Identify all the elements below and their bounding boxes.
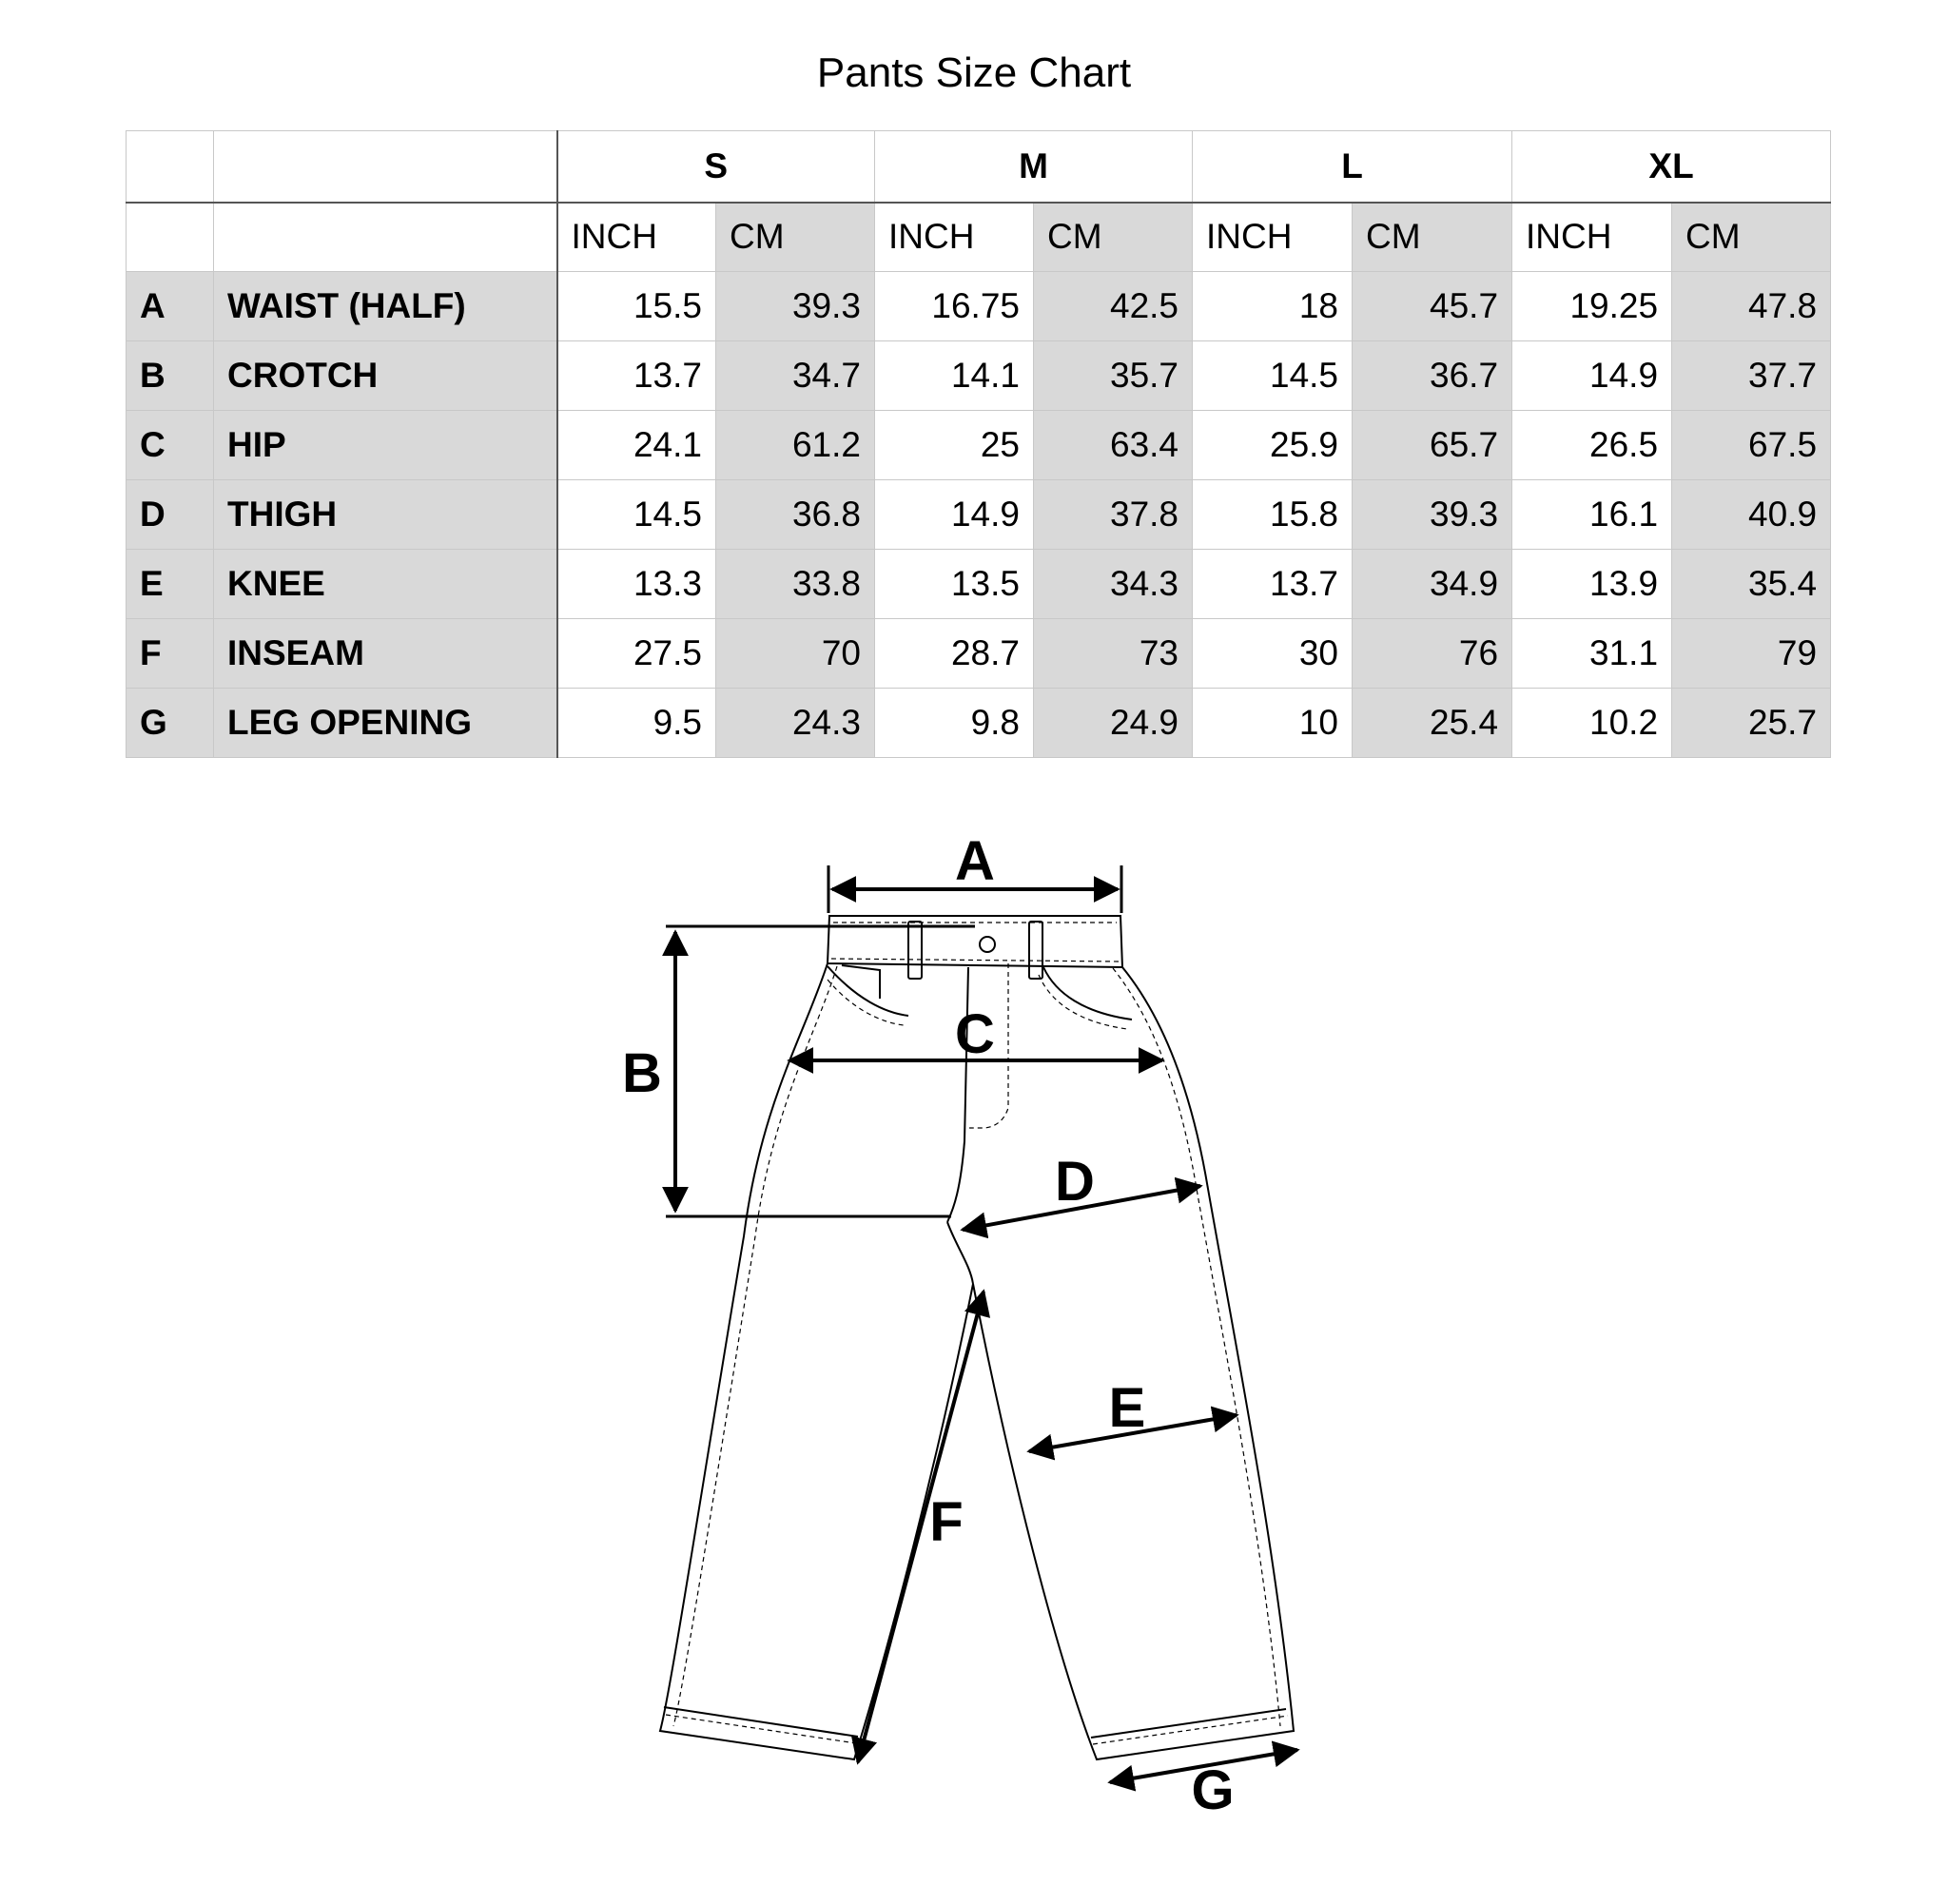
label-g: G — [1191, 1759, 1235, 1821]
measurement-value: 14.5 — [557, 480, 716, 550]
measurement-value: 24.1 — [557, 411, 716, 480]
measurement-value: 15.5 — [557, 272, 716, 341]
measurement-value: 24.9 — [1034, 689, 1193, 758]
measurement-name: KNEE — [214, 550, 557, 619]
measurement-name: LEG OPENING — [214, 689, 557, 758]
measurement-value: 35.7 — [1034, 341, 1193, 411]
measurement-value: 42.5 — [1034, 272, 1193, 341]
label-c: C — [955, 1003, 995, 1065]
measurement-value: 34.9 — [1353, 550, 1512, 619]
measurement-value: 34.7 — [716, 341, 875, 411]
label-f: F — [929, 1491, 964, 1553]
measurement-value: 18 — [1193, 272, 1353, 341]
measurement-value: 16.75 — [875, 272, 1034, 341]
measurement-value: 13.7 — [557, 341, 716, 411]
measurement-value: 25.4 — [1353, 689, 1512, 758]
measurement-value: 79 — [1672, 619, 1831, 689]
measurement-value: 73 — [1034, 619, 1193, 689]
measurement-code: E — [127, 550, 214, 619]
measurement-name: CROTCH — [214, 341, 557, 411]
measurement-value: 14.9 — [1512, 341, 1672, 411]
measurement-value: 39.3 — [716, 272, 875, 341]
measurement-value: 33.8 — [716, 550, 875, 619]
measurement-value: 14.5 — [1193, 341, 1353, 411]
measurement-value: 14.1 — [875, 341, 1034, 411]
unit-header: CM — [716, 203, 875, 272]
measurement-value: 70 — [716, 619, 875, 689]
measurement-value: 13.5 — [875, 550, 1034, 619]
measurement-value: 63.4 — [1034, 411, 1193, 480]
measurement-value: 67.5 — [1672, 411, 1831, 480]
measurement-value: 13.7 — [1193, 550, 1353, 619]
label-b: B — [622, 1042, 662, 1104]
unit-header: INCH — [1512, 203, 1672, 272]
measurement-value: 28.7 — [875, 619, 1034, 689]
size-header: XL — [1512, 131, 1831, 203]
measurement-value: 35.4 — [1672, 550, 1831, 619]
unit-header: CM — [1672, 203, 1831, 272]
measurement-value: 13.3 — [557, 550, 716, 619]
measurement-value: 25.7 — [1672, 689, 1831, 758]
measurement-value: 30 — [1193, 619, 1353, 689]
measurement-value: 10.2 — [1512, 689, 1672, 758]
measurement-name: WAIST (HALF) — [214, 272, 557, 341]
measurement-value: 27.5 — [557, 619, 716, 689]
unit-header: CM — [1353, 203, 1512, 272]
measurement-code: A — [127, 272, 214, 341]
measurement-name: THIGH — [214, 480, 557, 550]
unit-header: CM — [1034, 203, 1193, 272]
measurement-value: 45.7 — [1353, 272, 1512, 341]
measurement-value: 65.7 — [1353, 411, 1512, 480]
measurement-value: 9.8 — [875, 689, 1034, 758]
measurement-value: 76 — [1353, 619, 1512, 689]
measurement-letters — [622, 830, 1235, 1821]
measurement-value: 26.5 — [1512, 411, 1672, 480]
measurement-value: 40.9 — [1672, 480, 1831, 550]
unit-header: INCH — [557, 203, 716, 272]
measurement-name: INSEAM — [214, 619, 557, 689]
label-d: D — [1055, 1151, 1095, 1213]
measurement-value: 14.9 — [875, 480, 1034, 550]
measurement-value: 47.8 — [1672, 272, 1831, 341]
measurement-value: 25.9 — [1193, 411, 1353, 480]
size-header: L — [1193, 131, 1512, 203]
page-title: Pants Size Chart — [816, 49, 1132, 96]
measurement-code: G — [127, 689, 214, 758]
label-e: E — [1108, 1377, 1146, 1439]
measurement-value: 16.1 — [1512, 480, 1672, 550]
measurement-value: 36.7 — [1353, 341, 1512, 411]
measurement-value: 25 — [875, 411, 1034, 480]
measurement-value: 39.3 — [1353, 480, 1512, 550]
measurement-value: 36.8 — [716, 480, 875, 550]
measurement-value: 61.2 — [716, 411, 875, 480]
measurement-value: 24.3 — [716, 689, 875, 758]
measurement-name: HIP — [214, 411, 557, 480]
measurement-value: 13.9 — [1512, 550, 1672, 619]
measurement-code: C — [127, 411, 214, 480]
measurement-value: 9.5 — [557, 689, 716, 758]
unit-header: INCH — [1193, 203, 1353, 272]
measurement-code: F — [127, 619, 214, 689]
measurement-value: 19.25 — [1512, 272, 1672, 341]
measurement-value: 31.1 — [1512, 619, 1672, 689]
measurement-value: 34.3 — [1034, 550, 1193, 619]
unit-header: INCH — [875, 203, 1034, 272]
size-header: M — [875, 131, 1193, 203]
measurement-value: 10 — [1193, 689, 1353, 758]
measurement-code: D — [127, 480, 214, 550]
measurement-value: 37.8 — [1034, 480, 1193, 550]
measurement-value: 37.7 — [1672, 341, 1831, 411]
measurement-code: B — [127, 341, 214, 411]
label-a: A — [955, 830, 995, 892]
measurement-value: 15.8 — [1193, 480, 1353, 550]
size-header: S — [557, 131, 875, 203]
